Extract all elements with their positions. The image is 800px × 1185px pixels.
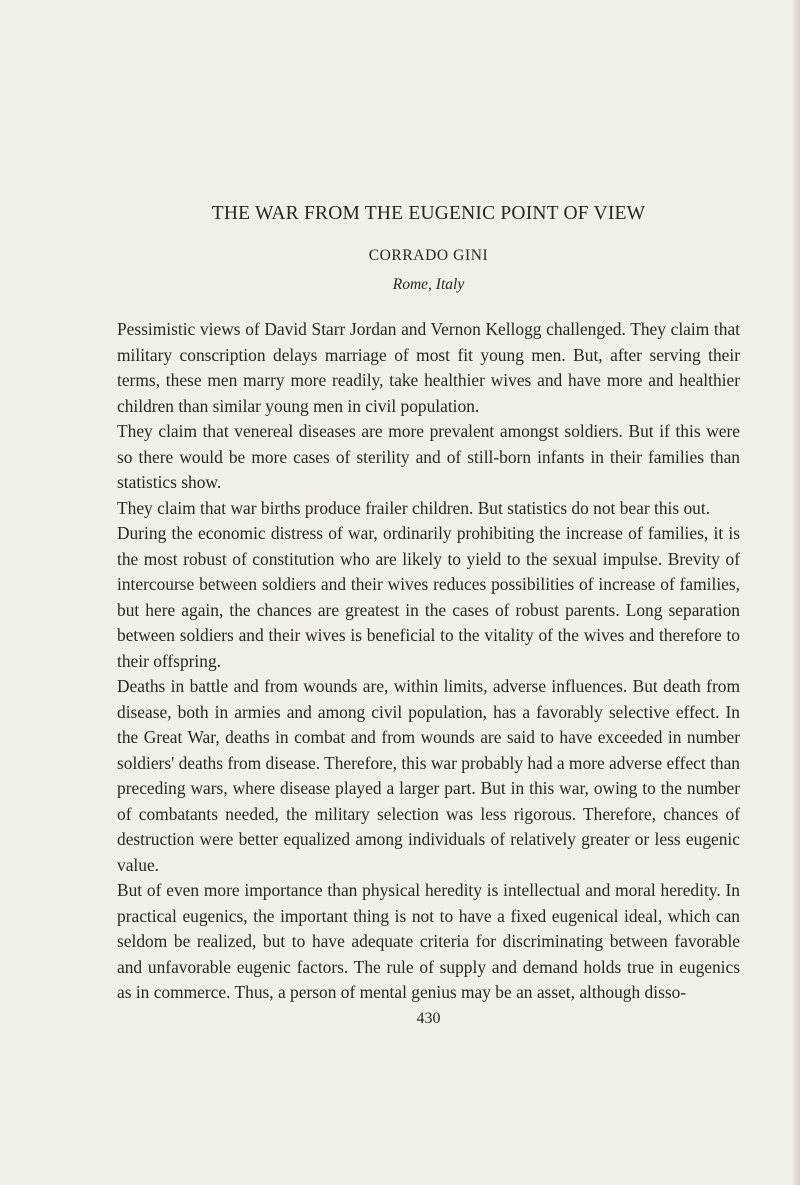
- article-title: THE WAR FROM THE EUGENIC POINT OF VIEW: [211, 203, 646, 224]
- paragraph: Deaths in battle and from wounds are, within limits, adverse influences. But death from disease, both in armies and among civil population, has a favorably selective effect. In the Great War, deaths in combat and from wounds are said to have exceeded in number soldiers' deaths from disease. Therefore, this war probably had a more adverse effect than preceding wars, where disease played a larger part. But in this war, owing to the number of combatants needed, the military selection was less rigorous. Therefore, chances of destruction were better equalized among individuals of relatively greater or less eugenic value.: [117, 676, 741, 875]
- paragraph: Pessimistic views of David Starr Jordan and Vernon Kellogg challenged. They claim that military conscription delays marriage of most fit young men. But, after serving their terms, these men marry more readily, take healthier wives and have more and healthier children than similar young men in civil population.: [117, 319, 740, 416]
- author-name: CORRADO GINI: [368, 247, 489, 264]
- paragraph: They claim that war births produce frailer children. But statistics do not bear this out.: [117, 497, 711, 518]
- paragraph: During the economic distress of war, ordinarily prohibiting the increase of families, it is the most robust of constitution who are likely to yield to the sexual impulse. Brevity of intercourse between soldiers and their wives reduces possibilities of increase of families, but here again, the chances are greatest in the cases of robust parents. Long separation between soldiers and their wives is beneficial to the vitality of the wives and therefore to their offspring.: [117, 523, 740, 671]
- document-page: [117, 200, 740, 1030]
- paragraph: They claim that venereal diseases are more prevalent amongst soldiers. But if this were so there would be more cases of sterility and of still-born infants in their families than statistics show.: [117, 421, 740, 492]
- author-affiliation: Rome, Italy: [392, 276, 465, 293]
- page-number: 430: [416, 1009, 441, 1027]
- paragraph: But of even more importance than physical heredity is intellectual and moral heredity. In practical eugenics, the important thing is not to have a fixed eugenical ideal, which can seldom be realized, but to have adequate criteria for discriminating between favorable and unfavorable eugenic factors. The rule of supply and demand holds true in eugenics as in commerce. Thus, a person of mental genius may be an asset, although disso-: [117, 880, 740, 1002]
- article-body: [117, 317, 740, 1006]
- page-edge-shadow: [793, 0, 800, 1185]
